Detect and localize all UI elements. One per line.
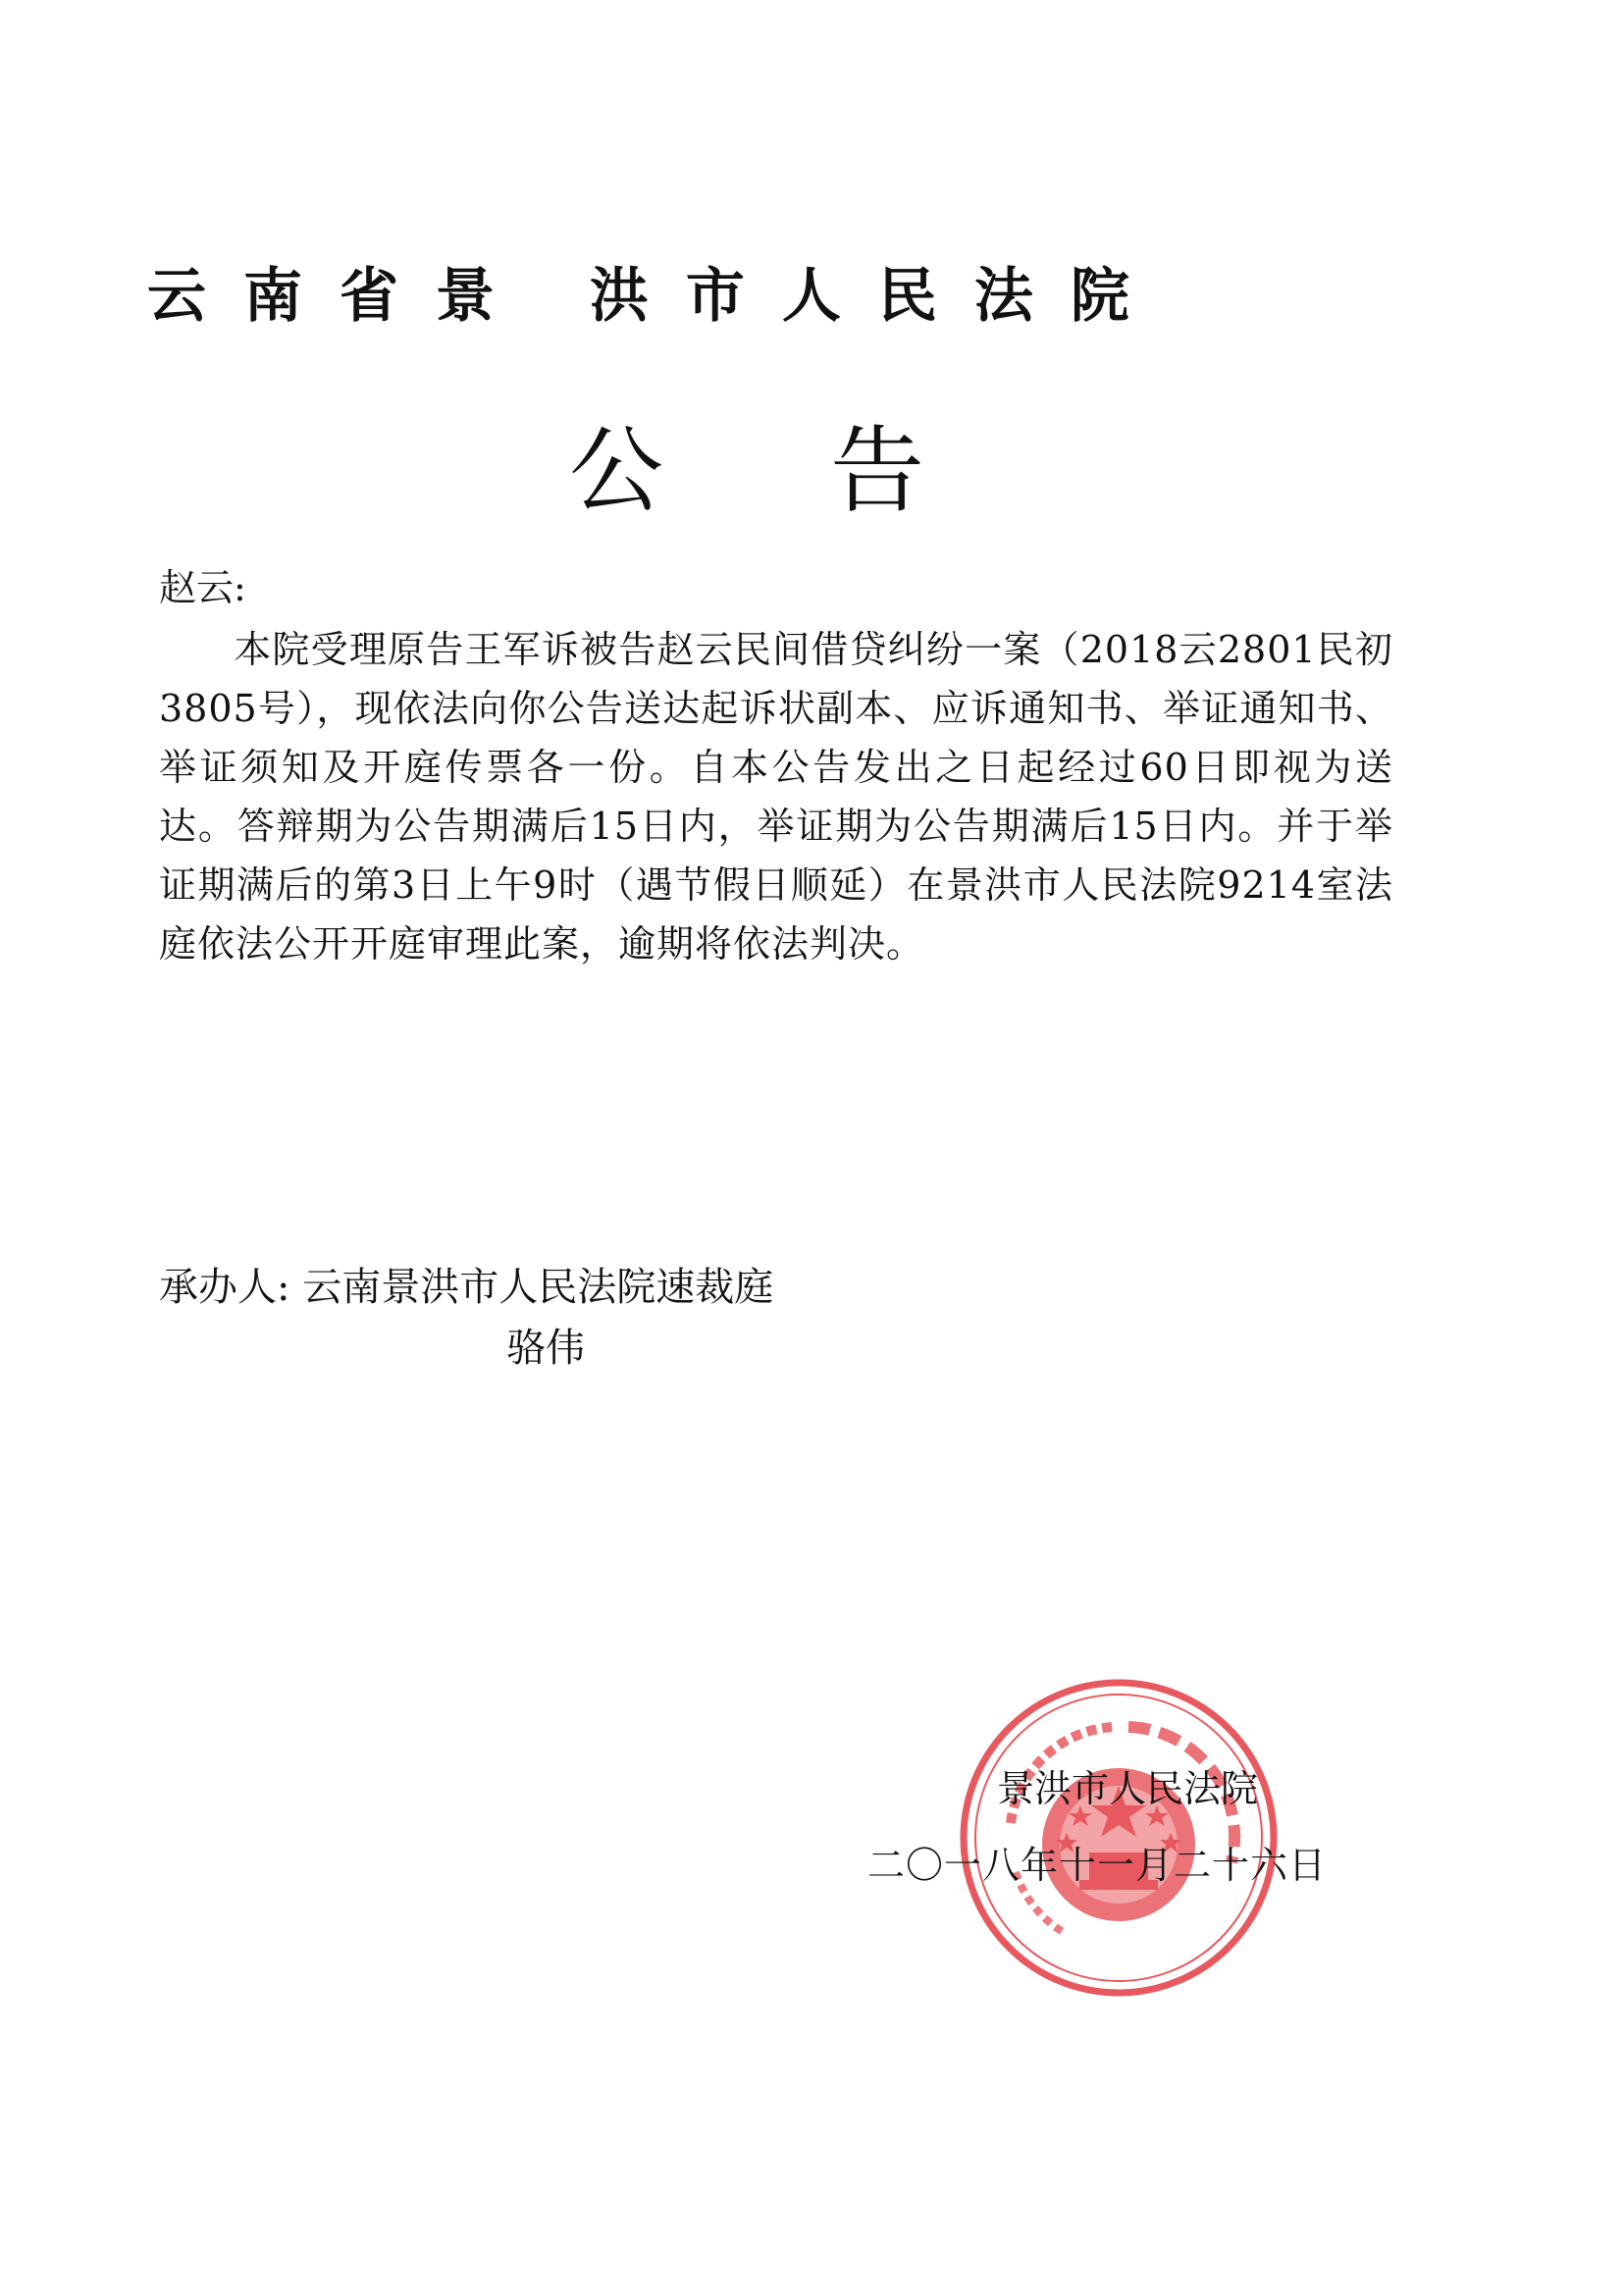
signature-date: 二〇一八年十一月二十六日 (867, 1844, 1328, 1887)
signature-court-name: 景洪市人民法院 (997, 1767, 1259, 1810)
notice-title: 公告 (569, 416, 1091, 526)
handler-line: 承办人: 云南景洪市人民法院速裁庭 (159, 1265, 774, 1310)
court-seal-stamp (957, 1676, 1281, 2000)
notice-body-paragraph (159, 620, 1393, 973)
court-name-heading: 云南省景 洪市人民法院 (147, 262, 1167, 331)
notice-body-text: 本院受理原告王军诉被告赵云民间借贷纠纷一案（2018云2801民初3805号），现依法向你公告送达起诉状副本、应诉通知书、举证通知书、举证须知及开庭传票各一份。自本公告发出之日起经过60日即视为送达。答辩期为公告期满后15日内，举证期为公告期满后15日内。并于举证期满后的第3日上午9时（遇节假日顺延）在景洪市人民法院9214室法庭依法公开开庭审理此案，逾期将依法判决。 (159, 628, 1393, 965)
handler-name: 骆伟 (506, 1326, 585, 1371)
addressee: 赵云: (159, 566, 246, 609)
